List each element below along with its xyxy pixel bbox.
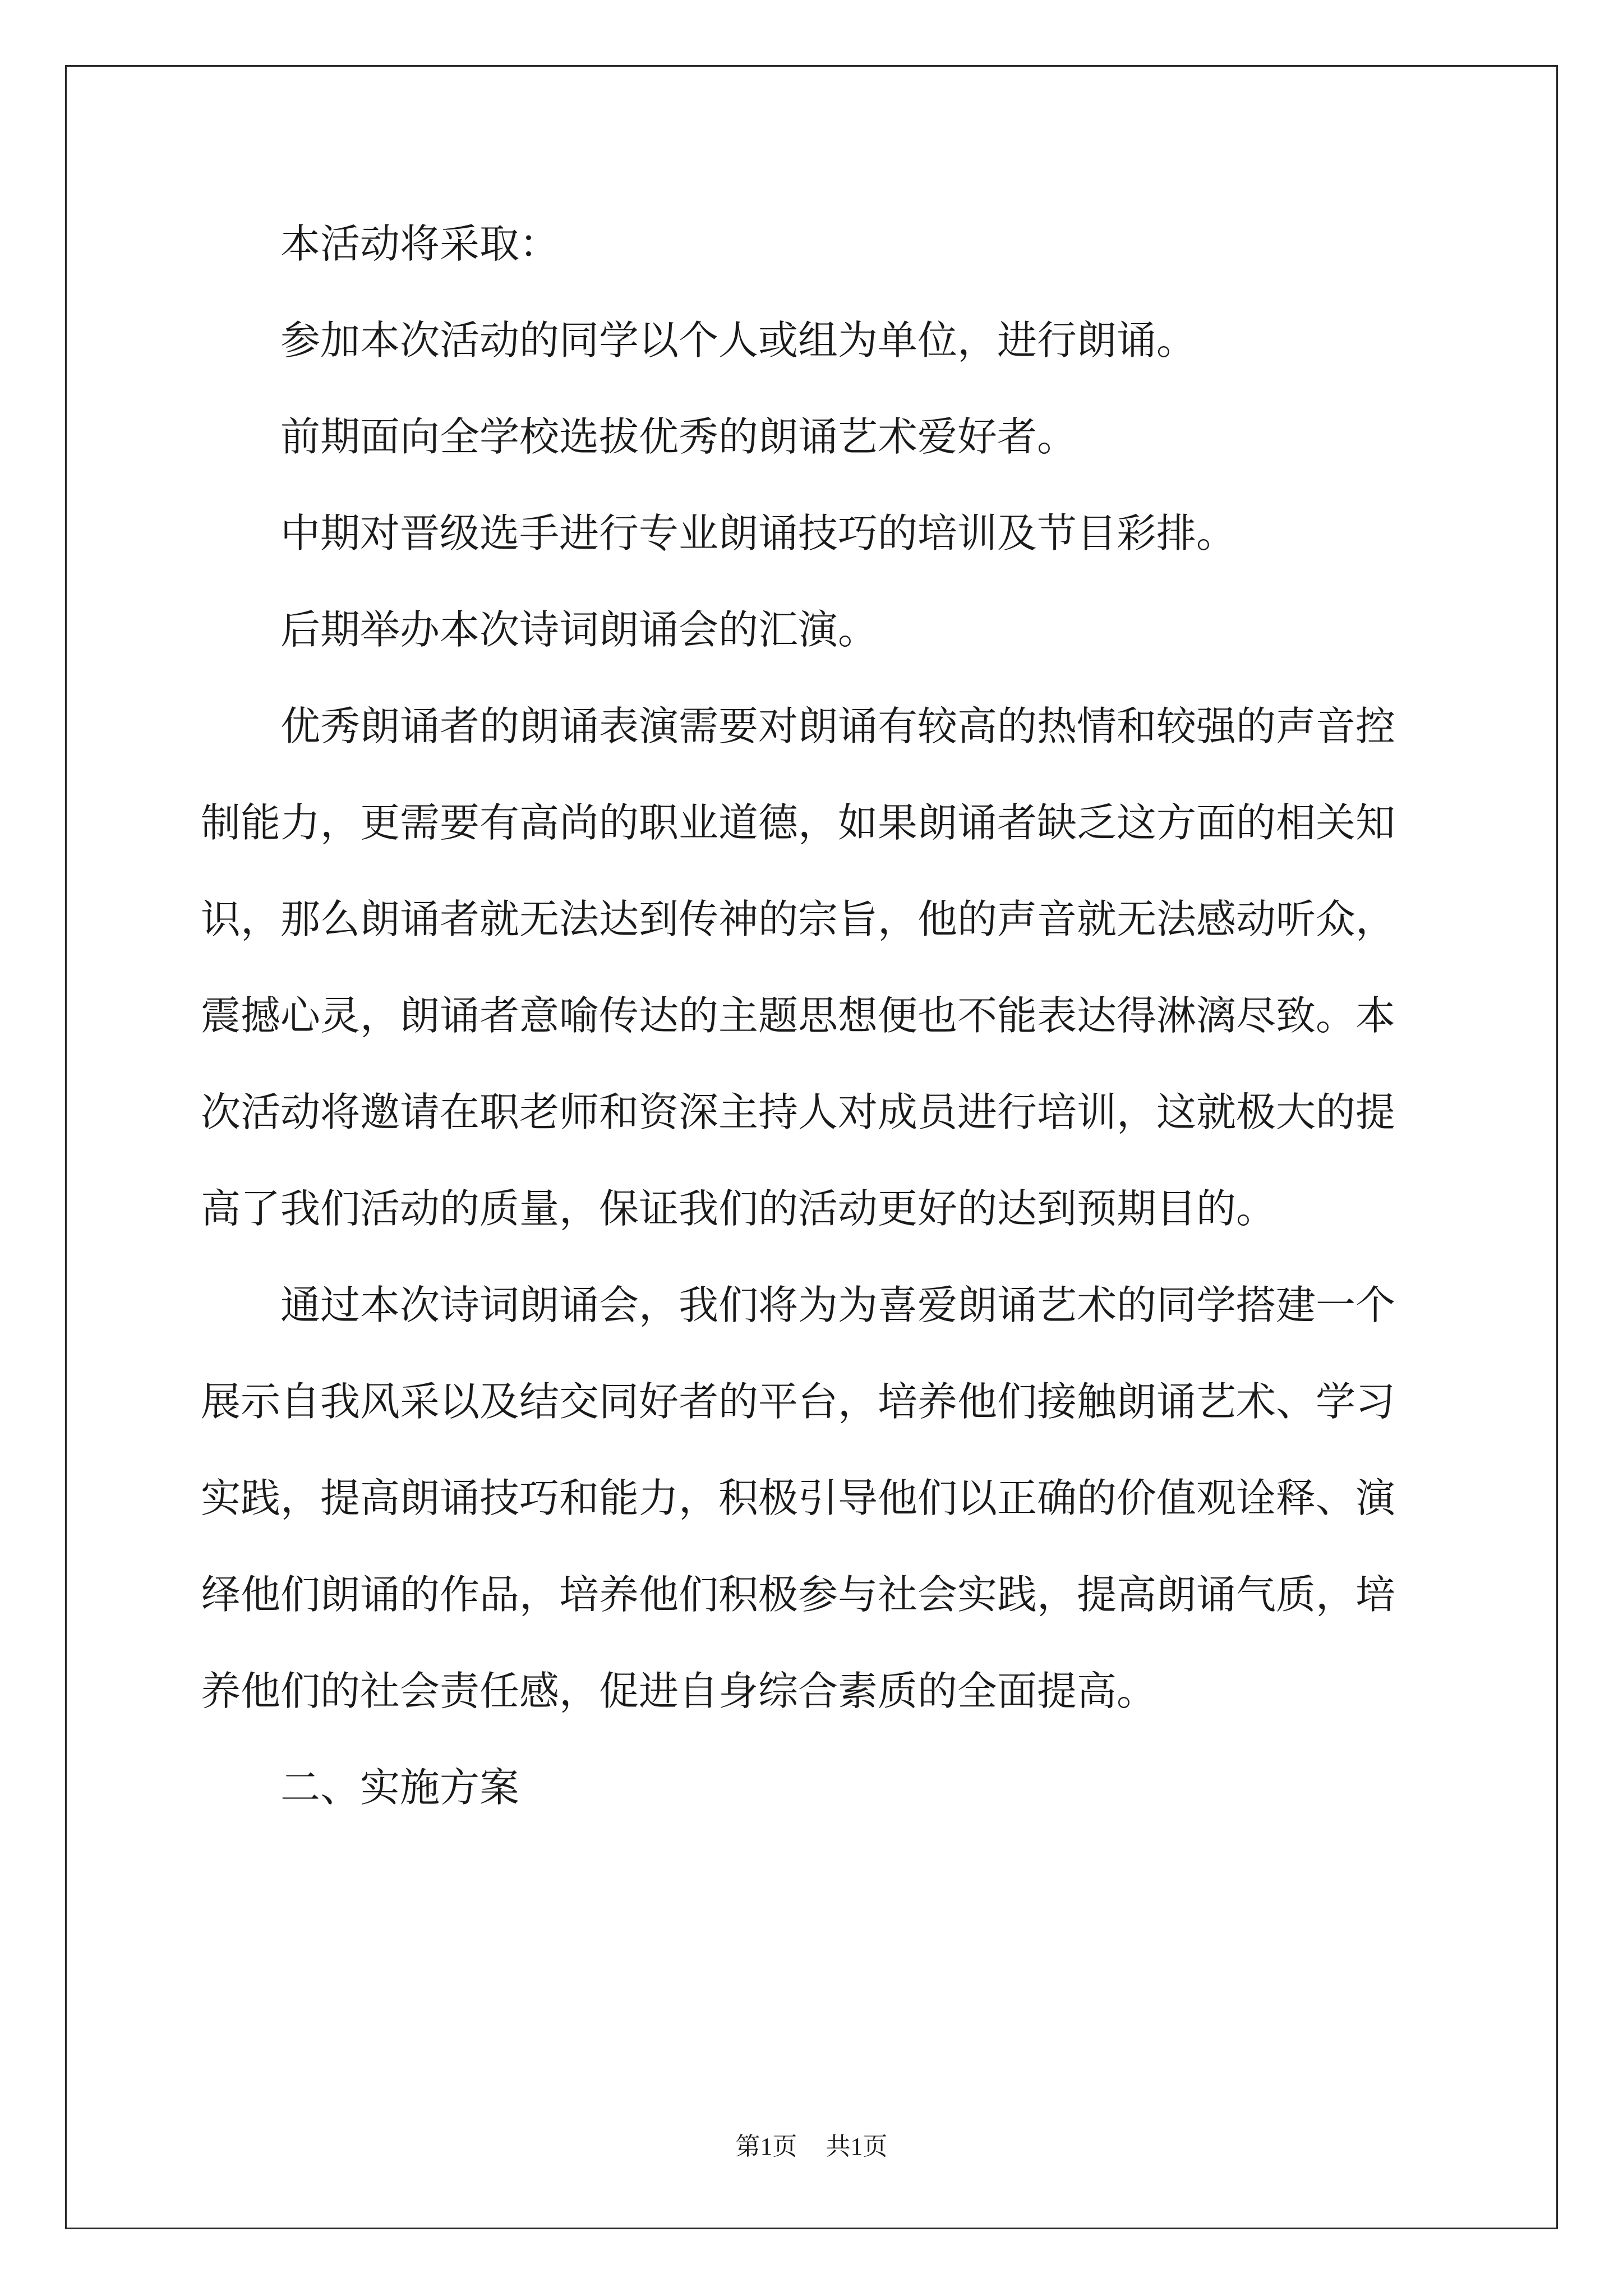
text-line: 通过本次诗词朗诵会，我们将为为喜爱朗诵艺术的同学搭建一个 (201, 1282, 1396, 1328)
page-number: 第1页 (735, 2133, 797, 2160)
page-border (65, 65, 1558, 2229)
text-line: 本活动将采取： (201, 220, 560, 267)
section-heading: 二、实施方案 (201, 1764, 520, 1811)
text-line: 高了我们活动的质量，保证我们的活动更好的达到预期目的。 (201, 1185, 1276, 1232)
text-line: 绎他们朗诵的作品，培养他们积极参与社会实践，提高朗诵气质，培 (201, 1571, 1396, 1618)
text-line: 养他们的社会责任感，促进自身综合素质的全面提高。 (201, 1668, 1157, 1714)
text-line: 实践，提高朗诵技巧和能力，积极引导他们以正确的价值观诠释、演 (201, 1475, 1396, 1521)
text-line: 震撼心灵，朗诵者意喻传达的主题思想便也不能表达得淋漓尽致。本 (201, 992, 1396, 1039)
text-line: 后期举办本次诗词朗诵会的汇演。 (201, 606, 878, 653)
text-line: 前期面向全学校选拔优秀的朗诵艺术爱好者。 (201, 413, 1077, 460)
text-line: 制能力，更需要有高尚的职业道德，如果朗诵者缺乏这方面的相关知 (201, 799, 1396, 846)
page-footer (0, 2130, 1623, 2164)
text-line: 优秀朗诵者的朗诵表演需要对朗诵有较高的热情和较强的声音控 (201, 703, 1396, 749)
text-line: 次活动将邀请在职老师和资深主持人对成员进行培训，这就极大的提 (201, 1089, 1396, 1135)
text-line: 参加本次活动的同学以个人或组为单位，进行朗诵。 (201, 317, 1197, 364)
page-total: 共1页 (826, 2133, 888, 2160)
text-line: 中期对晋级选手进行专业朗诵技巧的培训及节目彩排。 (201, 510, 1237, 556)
text-line: 展示自我风采以及结交同好者的平台，培养他们接触朗诵艺术、学习 (201, 1378, 1396, 1425)
text-line: 识，那么朗诵者就无法达到传神的宗旨，他的声音就无法感动听众， (201, 896, 1396, 942)
